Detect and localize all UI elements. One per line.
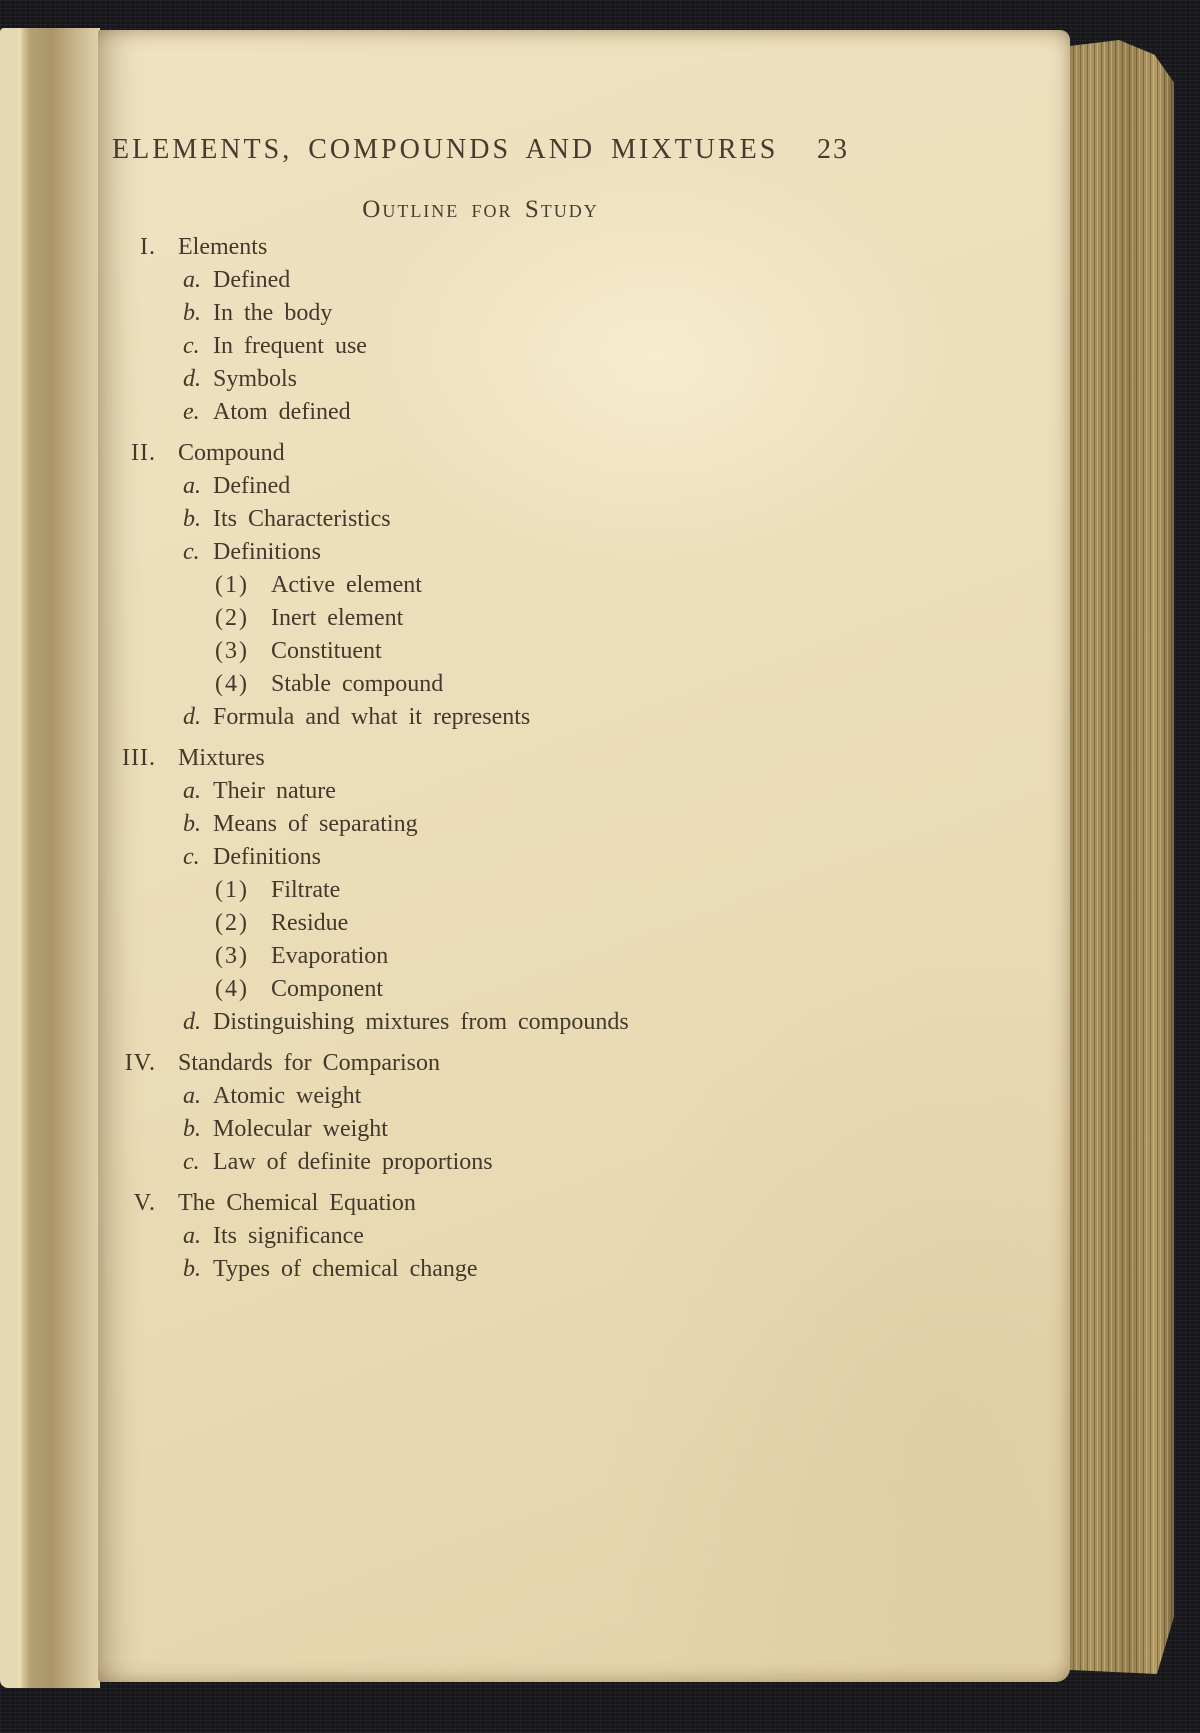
outline-row-text: Mixtures <box>178 745 265 771</box>
section-heading: Outline for Study <box>362 196 599 223</box>
outline-row <box>98 1190 1070 1223</box>
outline-row-text: Atomic weight <box>213 1083 362 1109</box>
outline-row <box>98 234 1070 267</box>
outline-row-text: Formula and what it represents <box>213 704 531 730</box>
outline-row-label: V. <box>133 1190 156 1216</box>
outline-row-label: d. <box>183 704 201 730</box>
left-page-gutter <box>0 28 100 1688</box>
outline-row <box>98 943 1070 976</box>
outline-row <box>98 300 1070 333</box>
outline-row-label: a. <box>183 778 201 804</box>
outline-row <box>98 440 1070 473</box>
outline-row-label: d. <box>183 366 201 392</box>
outline-row-text: Distinguishing mixtures from compounds <box>213 1009 629 1035</box>
outline-row-label: I. <box>140 234 156 260</box>
outline-row <box>98 572 1070 605</box>
outline-row-text: Stable compound <box>271 671 444 697</box>
outline-row-text: Compound <box>178 440 285 466</box>
outline-row-text: Molecular weight <box>213 1116 388 1142</box>
outline-row <box>98 1083 1070 1116</box>
outline-row-label: III. <box>122 745 156 771</box>
page-content <box>98 30 1070 1682</box>
outline-row <box>98 1149 1070 1182</box>
outline-row <box>98 671 1070 704</box>
page-number: 23 <box>817 134 849 165</box>
outline-row <box>98 638 1070 671</box>
outline-row <box>98 399 1070 432</box>
outline-row <box>98 539 1070 572</box>
outline-row-text: Its significance <box>213 1223 364 1249</box>
outline-row-label: (2) <box>215 605 249 631</box>
outline-row-label: d. <box>183 1009 201 1035</box>
outline-row-label: IV. <box>124 1050 156 1076</box>
outline-row-label: c. <box>183 333 200 359</box>
outline-row-text: Defined <box>213 267 291 293</box>
outline-row-label: (4) <box>215 671 249 697</box>
outline-row-text: Means of separating <box>213 811 418 837</box>
outline-row-label: b. <box>183 1256 201 1282</box>
outline-row-label: c. <box>183 539 200 565</box>
outline-row-label: a. <box>183 267 201 293</box>
outline-row <box>98 605 1070 638</box>
outline <box>98 234 1070 1289</box>
outline-row-text: Component <box>271 976 383 1002</box>
outline-row-text: Types of chemical change <box>213 1256 478 1282</box>
outline-row-text: In the body <box>213 300 333 326</box>
outline-row-text: Their nature <box>213 778 336 804</box>
outline-row-text: Definitions <box>213 539 321 565</box>
outline-row-text: Inert element <box>271 605 404 631</box>
outline-row <box>98 267 1070 300</box>
outline-row <box>98 1223 1070 1256</box>
outline-row-text: Filtrate <box>271 877 341 903</box>
outline-row <box>98 910 1070 943</box>
outline-row <box>98 976 1070 1009</box>
outline-row-text: Standards for Comparison <box>178 1050 440 1076</box>
outline-row <box>98 1050 1070 1083</box>
outline-row-text: Atom defined <box>213 399 351 425</box>
outline-row-label: b. <box>183 1116 201 1142</box>
outline-row <box>98 1116 1070 1149</box>
outline-row-label: (3) <box>215 943 249 969</box>
outline-row <box>98 366 1070 399</box>
outline-row-text: Definitions <box>213 844 321 870</box>
outline-row-label: b. <box>183 506 201 532</box>
outline-row-label: a. <box>183 1083 201 1109</box>
outline-row-label: II. <box>131 440 156 466</box>
running-title: ELEMENTS, COMPOUNDS AND MIXTURES <box>112 134 779 165</box>
outline-row-text: Elements <box>178 234 268 260</box>
outline-row <box>98 811 1070 844</box>
outline-row-label: a. <box>183 473 201 499</box>
outline-row-text: Symbols <box>213 366 298 392</box>
outline-row-text: Defined <box>213 473 291 499</box>
outline-row-text: In frequent use <box>213 333 367 359</box>
outline-row <box>98 473 1070 506</box>
outline-row-text: Its Characteristics <box>213 506 391 532</box>
outline-row-label: (2) <box>215 910 249 936</box>
outline-row <box>98 1256 1070 1289</box>
page-stack-fore-edge <box>1052 40 1174 1674</box>
outline-row-label: e. <box>183 399 200 425</box>
outline-row-text: The Chemical Equation <box>178 1190 416 1216</box>
outline-row <box>98 1009 1070 1042</box>
outline-row-label: a. <box>183 1223 201 1249</box>
outline-row-text: Law of definite proportions <box>213 1149 493 1175</box>
outline-row-label: (3) <box>215 638 249 664</box>
outline-row <box>98 704 1070 737</box>
outline-row <box>98 745 1070 778</box>
outline-row-label: (4) <box>215 976 249 1002</box>
outline-row-text: Evaporation <box>271 943 389 969</box>
outline-row-label: b. <box>183 300 201 326</box>
outline-row <box>98 506 1070 539</box>
outline-row-label: b. <box>183 811 201 837</box>
outline-row-label: c. <box>183 1149 200 1175</box>
outline-row-text: Residue <box>271 910 349 936</box>
outline-row-label: (1) <box>215 877 249 903</box>
outline-row-text: Constituent <box>271 638 382 664</box>
outline-row-label: c. <box>183 844 200 870</box>
outline-row-text: Active element <box>271 572 422 598</box>
page-header <box>112 30 849 166</box>
outline-row <box>98 778 1070 811</box>
outline-row <box>98 844 1070 877</box>
outline-row <box>98 877 1070 910</box>
outline-row-label: (1) <box>215 572 249 598</box>
book-page <box>98 30 1070 1682</box>
outline-row <box>98 333 1070 366</box>
